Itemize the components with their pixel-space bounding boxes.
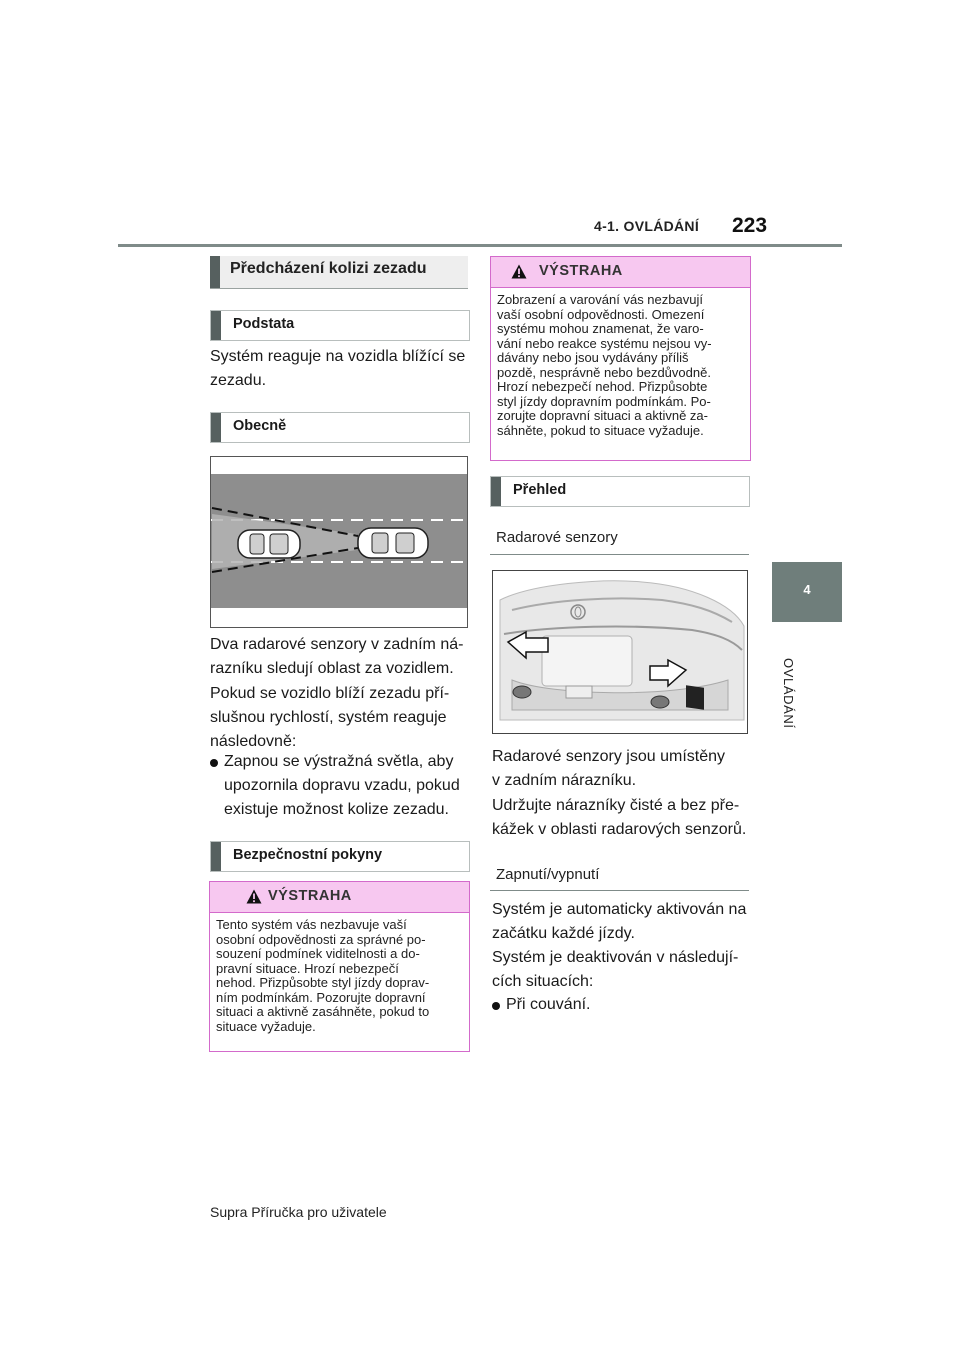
bullet-item bbox=[492, 993, 754, 1019]
bullet-dot-icon bbox=[492, 1002, 500, 1010]
chapter-label bbox=[760, 658, 830, 738]
text-line: systému mohou znamenat, že varo- bbox=[497, 321, 704, 336]
chapter-tab bbox=[772, 562, 842, 622]
paragraph bbox=[492, 946, 754, 994]
warning-triangle-icon bbox=[246, 889, 262, 904]
text-line: Zapnou se výstražná světla, aby bbox=[224, 753, 454, 770]
heading-bar bbox=[211, 311, 221, 340]
text-line: slušnou rychlostí, systém reaguje bbox=[210, 709, 447, 726]
warning-title: VÝSTRAHA bbox=[539, 263, 623, 279]
heading-bar bbox=[211, 413, 221, 442]
subheading-radar-sensors: Radarové senzory bbox=[496, 529, 618, 546]
car-rear-svg bbox=[492, 570, 748, 734]
car-rear-illustration bbox=[492, 570, 748, 734]
subheading-onoff: Zapnutí/vypnutí bbox=[496, 866, 600, 883]
text-line: situaci a aktivně zasáhněte, pokud to bbox=[216, 1004, 430, 1019]
paragraph bbox=[492, 794, 754, 842]
text-line: sáhněte, pokud to situace vyžaduje. bbox=[497, 422, 704, 438]
text-line: nehod. Přizpůsobte styl jízdy doprav- bbox=[216, 975, 430, 990]
car-rear-icon bbox=[238, 530, 300, 558]
chapter-label-text: OVLÁDÁNÍ bbox=[781, 658, 796, 729]
paragraph bbox=[210, 682, 472, 754]
warning-header bbox=[491, 257, 750, 288]
text-line: Systém reaguje na vozidla blížící se bbox=[210, 348, 466, 365]
text-line: pravní situace. Hrozí nebezpečí bbox=[216, 960, 399, 976]
text-line: cích situacích: bbox=[492, 973, 594, 990]
text-line: dávány nebo jsou vydávány příliš bbox=[497, 350, 689, 365]
page-number: 223 bbox=[732, 214, 768, 237]
text-line: Radarové senzory jsou umístěny bbox=[492, 748, 725, 765]
subsection-heading-text: Přehled bbox=[513, 482, 567, 498]
paragraph bbox=[492, 898, 754, 946]
text-line: kážek v oblasti radarových senzorů. bbox=[492, 821, 747, 838]
text-line: Zobrazení a varování vás nezbavují bbox=[497, 292, 703, 307]
text-line: Hrozí nebezpečí nehod. Přizpůsobte bbox=[497, 379, 708, 394]
header-rule bbox=[118, 244, 842, 247]
subsection-heading-text: Bezpečnostní pokyny bbox=[233, 847, 383, 863]
warning-text bbox=[497, 293, 744, 438]
section-heading bbox=[210, 256, 468, 289]
subsection-heading-obecne bbox=[210, 412, 470, 443]
warning-box bbox=[490, 256, 751, 461]
section-title: 4-1. OVLÁDÁNÍ bbox=[594, 218, 700, 234]
bullet-text bbox=[506, 993, 590, 1017]
text-line: souzení podmínek viditelnosti a do- bbox=[216, 946, 420, 961]
text-line: Pokud se vozidlo blíží zezadu pří- bbox=[210, 685, 450, 702]
text-line: ním podmínkám. Pozorujte dopravní bbox=[216, 989, 426, 1005]
subsection-heading-text: Podstata bbox=[233, 316, 295, 332]
warning-box bbox=[209, 881, 470, 1052]
text-line: styl jízdy dopravním podmínkám. Po- bbox=[497, 393, 711, 409]
heading-bar bbox=[491, 477, 501, 506]
subsection-heading-podstata bbox=[210, 310, 470, 341]
subheading-rule bbox=[490, 554, 749, 555]
text-line: upozornila dopravu vzadu, pokud bbox=[224, 777, 460, 794]
bullet-dot-icon bbox=[210, 759, 218, 767]
text-line: Systém je automaticky aktivován na bbox=[492, 901, 747, 918]
warning-text bbox=[216, 918, 463, 1034]
text-line: zezadu. bbox=[210, 372, 267, 389]
text-line: situace vyžaduje. bbox=[216, 1018, 316, 1034]
text-line: následovně: bbox=[210, 733, 297, 750]
road-diagram-svg bbox=[210, 456, 468, 628]
section-heading-text: Předcházení kolizi zezadu bbox=[230, 260, 427, 277]
warning-triangle-icon bbox=[511, 264, 527, 279]
text-line: Dva radarové senzory v zadním ná- bbox=[210, 636, 464, 653]
road-diagram bbox=[210, 456, 468, 628]
text-line: Při couvání. bbox=[506, 996, 591, 1013]
heading-bar bbox=[210, 256, 220, 288]
paragraph bbox=[492, 745, 754, 793]
warning-title: VÝSTRAHA bbox=[268, 888, 352, 904]
text-line: vání nebo reakce systému nejsou vy- bbox=[497, 335, 712, 351]
text-line: razníku sledují oblast za vozidlem. bbox=[210, 660, 454, 677]
car-following-icon bbox=[358, 528, 428, 558]
radar-sensor-marker bbox=[686, 685, 704, 710]
text-line: zorujte dopravní situaci a aktivně za- bbox=[497, 408, 708, 423]
heading-bar bbox=[211, 842, 221, 871]
text-line: vaší osobní odpovědnosti. Omezení bbox=[497, 306, 705, 322]
text-line: Systém je deaktivován v následují- bbox=[492, 949, 739, 966]
text-line: Udržujte nárazníky čisté a bez pře- bbox=[492, 797, 740, 814]
text-line: začátku každé jízdy. bbox=[492, 925, 635, 942]
paragraph bbox=[210, 633, 472, 681]
text-line: v zadním nárazníku. bbox=[492, 772, 637, 789]
chapter-number: 4 bbox=[803, 582, 811, 597]
text-line: Tento systém vás nezbavuje vaší bbox=[216, 917, 407, 932]
bullet-item bbox=[210, 750, 472, 824]
bullet-text bbox=[224, 750, 460, 822]
subsection-heading-prehled bbox=[490, 476, 750, 507]
footer-text: Supra Příručka pro uživatele bbox=[210, 1204, 387, 1220]
text-line: existuje možnost kolize zezadu. bbox=[224, 801, 449, 818]
warning-header bbox=[210, 882, 469, 913]
subsection-heading-text: Obecně bbox=[233, 418, 287, 434]
subsection-heading-safety bbox=[210, 841, 470, 872]
subheading-rule bbox=[490, 890, 749, 891]
text-line: osobní odpovědnosti za správné po- bbox=[216, 931, 426, 947]
paragraph bbox=[210, 345, 472, 393]
text-line: pozdě, nesprávně nebo bezdůvodně. bbox=[497, 364, 711, 380]
